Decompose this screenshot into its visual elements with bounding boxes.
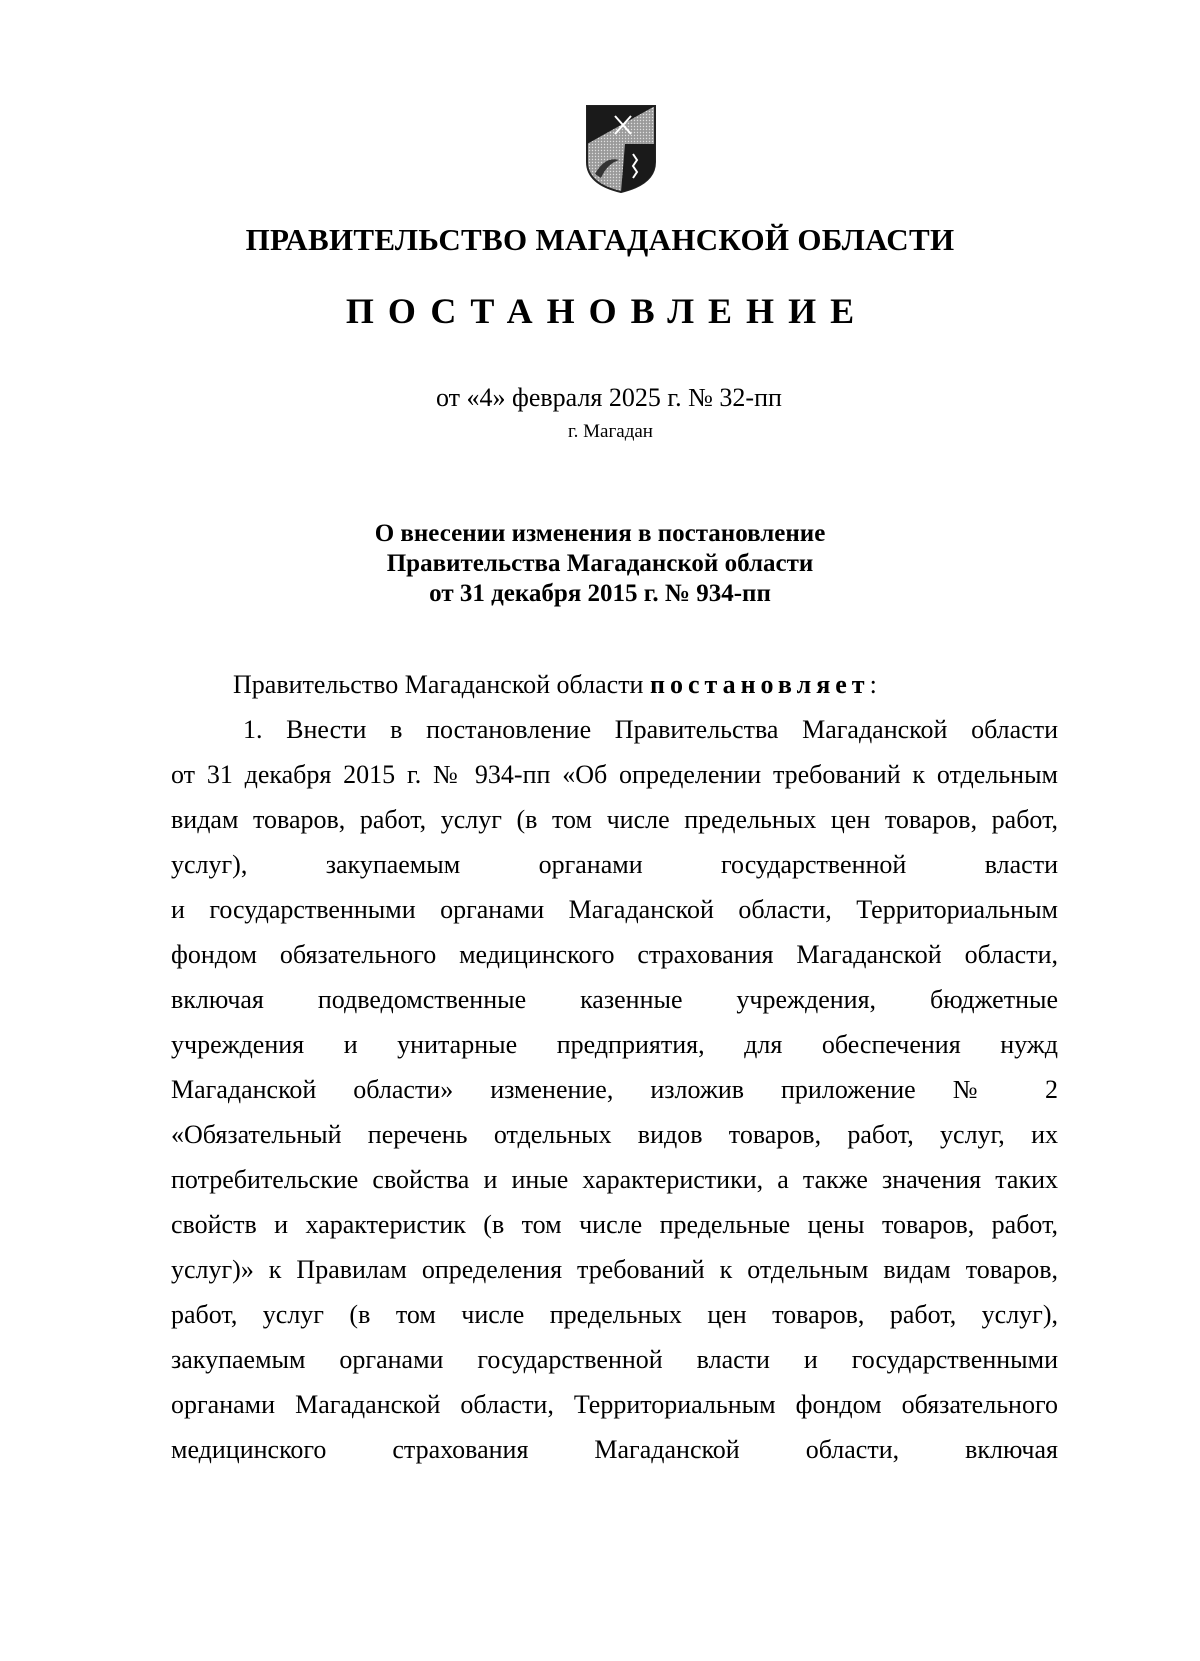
body-line: и государственными органами Магаданской области, Территориальным [171, 895, 1058, 924]
document-type-title: ПОСТАНОВЛЕНИЕ [345, 291, 869, 331]
subject-line: О внесении изменения в постановление [374, 520, 826, 547]
magadan-coat-of-arms-icon [585, 104, 657, 194]
body-line: от 31 декабря 2015 г. № 934-пп «Об определении требований к отдельным [171, 760, 1058, 789]
body-line: учреждения и унитарные предприятия, для обеспечения нужд [171, 1030, 1058, 1059]
body-line: органами Магаданской области, Территориальным фондом обязательного [171, 1390, 1058, 1419]
body-line: включая подведомственные казенные учреждения, бюджетные [171, 985, 1058, 1014]
document-subject [0, 519, 1200, 609]
body-line: потребительские свойства и иные характеристики, а также значения таких [171, 1165, 1058, 1194]
body-line: фондом обязательного медицинского страхования Магаданской области, [171, 940, 1058, 969]
subject-line: Правительства Магаданской области [386, 550, 814, 577]
preamble-prefix: Правительство Магаданской области [233, 670, 644, 699]
preamble [171, 670, 1058, 700]
body-line: 1. Внести в постановление Правительства Магаданской области [243, 715, 1058, 744]
document-date-number: от «4» февраля 2025 г. № 32-пп [436, 383, 782, 412]
body-line: Магаданской области» изменение, изложив приложение № 2 [171, 1075, 1058, 1104]
body-line: видам товаров, работ, услуг (в том числе предельных цен товаров, работ, [171, 805, 1058, 834]
preamble-verb: постановляет [649, 670, 870, 699]
preamble-suffix: : [869, 670, 877, 699]
body-line: услуг)» к Правилам определения требований к отдельным видам товаров, [171, 1255, 1058, 1284]
document-city: г. Магадан [568, 421, 653, 442]
body-line: медицинского страхования Магаданской области, включая [171, 1435, 1058, 1464]
subject-line: от 31 декабря 2015 г. № 934-пп [429, 580, 771, 607]
body-line: работ, услуг (в том числе предельных цен товаров, работ, услуг), [171, 1300, 1058, 1329]
organization-title: ПРАВИТЕЛЬСТВО МАГАДАНСКОЙ ОБЛАСТИ [245, 222, 955, 257]
body-line: «Обязательный перечень отдельных видов товаров, работ, услуг, их [171, 1120, 1058, 1149]
body-line: услуг), закупаемым органами государственной власти [171, 850, 1058, 879]
body-line: закупаемым органами государственной власти и государственными [171, 1345, 1058, 1374]
body-line: свойств и характеристик (в том числе предельные цены товаров, работ, [171, 1210, 1058, 1239]
